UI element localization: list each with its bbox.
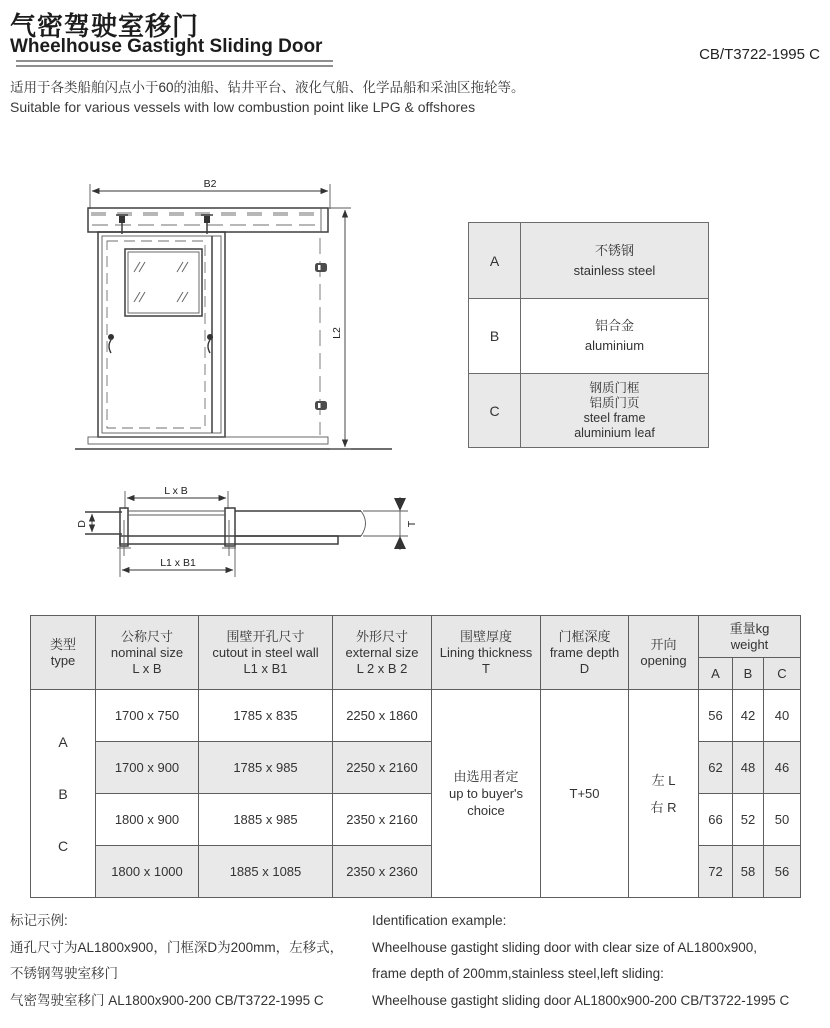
weight-a-value: 62 — [699, 742, 733, 794]
weight-c-value: 56 — [764, 846, 801, 898]
weight-a-value: 72 — [699, 846, 733, 898]
weight-b-value: 58 — [733, 846, 764, 898]
frame-jamb-right — [225, 508, 235, 546]
material-desc: 不锈钢 stainless steel — [521, 223, 709, 299]
cutout-size-value: 1885 x 1085 — [199, 846, 333, 898]
external-size-value: 2250 x 2160 — [333, 742, 432, 794]
material-table — [468, 222, 709, 448]
nominal-size-value: 1800 x 1000 — [96, 846, 199, 898]
col-header-weight-a: A — [699, 658, 733, 690]
material-key: C — [469, 374, 521, 448]
spec-table — [30, 615, 801, 898]
nominal-size-value: 1800 x 900 — [96, 794, 199, 846]
col-header-opening: 开向 opening — [629, 616, 699, 690]
frame-depth-cell: T+50 — [541, 690, 629, 898]
material-desc: 铝合金 aluminium — [521, 299, 709, 374]
door-diagram — [60, 175, 460, 607]
weight-a-value: 66 — [699, 794, 733, 846]
external-size-value: 2350 x 2360 — [333, 846, 432, 898]
weight-b-value: 42 — [733, 690, 764, 742]
wall-clamp-top — [315, 263, 327, 272]
weight-c-value: 46 — [764, 742, 801, 794]
opening-cell: 左 L 右 R — [629, 690, 699, 898]
door-opening-dashed — [107, 241, 205, 428]
material-row-b — [469, 299, 709, 374]
hanger-bolt-right — [201, 215, 213, 234]
external-size-value: 2250 x 1860 — [333, 690, 432, 742]
l1xb1-dimension-label: L1 x B1 — [160, 557, 196, 569]
col-header-lining-thickness: 围壁厚度 Lining thickness T — [432, 616, 541, 690]
col-header-weight-c: C — [764, 658, 801, 690]
col-header-weight-b: B — [733, 658, 764, 690]
weight-b-value: 52 — [733, 794, 764, 846]
hanger-bolt-left — [116, 215, 128, 234]
identification-example-english: Identification example: Wheelhouse gastight sliding door with clear size of AL1800x900, frame depth of 200mm,stainless steel,left sliding: Wheelhouse gastight sliding door AL1800x900-200 CB/T3722-1995 C — [372, 913, 790, 1008]
material-key: B — [469, 299, 521, 374]
technical-drawing — [60, 175, 460, 607]
page-title-chinese: 气密驾驶室移门 — [10, 11, 200, 41]
weight-c-value: 50 — [764, 794, 801, 846]
external-size-value: 2350 x 2160 — [333, 794, 432, 846]
col-header-nominal-size: 公称尺寸 nominal size L x B — [96, 616, 199, 690]
door-sill — [88, 437, 328, 444]
lining-thickness-cell: 由选用者定 up to buyer's choice — [432, 690, 541, 898]
d-dimension-label: D — [76, 520, 88, 528]
nominal-size-value: 1700 x 900 — [96, 742, 199, 794]
cutout-size-value: 1785 x 985 — [199, 742, 333, 794]
nominal-size-value: 1700 x 750 — [96, 690, 199, 742]
cutout-size-value: 1885 x 985 — [199, 794, 333, 846]
title-divider — [16, 60, 333, 67]
material-row-c — [469, 374, 709, 448]
t-dimension-label: T — [406, 520, 418, 528]
col-header-weight: 重量kg weight — [699, 616, 801, 658]
weight-c-value: 40 — [764, 690, 801, 742]
description-chinese: 适用于各类船舶闪点小于60的油船、钻井平台、液化气船、化学品船和采油区拖轮等。 — [10, 80, 525, 95]
standard-number: CB/T3722-1995 C — [699, 46, 820, 63]
page-title-english: Wheelhouse Gastight Sliding Door — [10, 36, 323, 57]
door-window — [125, 249, 202, 316]
lxb-dimension-label: L x B — [164, 485, 188, 497]
identification-example-chinese: 标记示例: 通孔尺寸为AL1800x900，门框深D为200mm，左移式， 不锈钢驾驶室移门 气密驾驶室移门 AL1800x900-200 CB/T3722-1995 C — [10, 913, 344, 1008]
col-header-frame-depth: 门框深度 frame depth D — [541, 616, 629, 690]
door-leaf-outline — [98, 232, 225, 437]
weight-b-value: 48 — [733, 742, 764, 794]
spec-row-1 — [31, 690, 801, 742]
door-handle-left — [108, 334, 114, 353]
col-header-cutout: 围壁开孔尺寸 cutout in steel wall L1 x B1 — [199, 616, 333, 690]
b2-dimension-label: B2 — [203, 178, 217, 190]
weight-a-value: 56 — [699, 690, 733, 742]
col-header-external-size: 外形尺寸 external size L 2 x B 2 — [333, 616, 432, 690]
l2-dimension-label: L2 — [331, 327, 343, 339]
material-row-a — [469, 223, 709, 299]
col-header-type: 类型 type — [31, 616, 96, 690]
type-letters-cell: A B C — [31, 690, 96, 898]
wall-clamp-bottom — [315, 401, 327, 410]
cutout-size-value: 1785 x 835 — [199, 690, 333, 742]
material-desc: 钢质门框 铝质门页 steel frame aluminium leaf — [521, 374, 709, 448]
description-english: Suitable for various vessels with low combustion point like LPG & offshores — [10, 99, 476, 115]
material-key: A — [469, 223, 521, 299]
